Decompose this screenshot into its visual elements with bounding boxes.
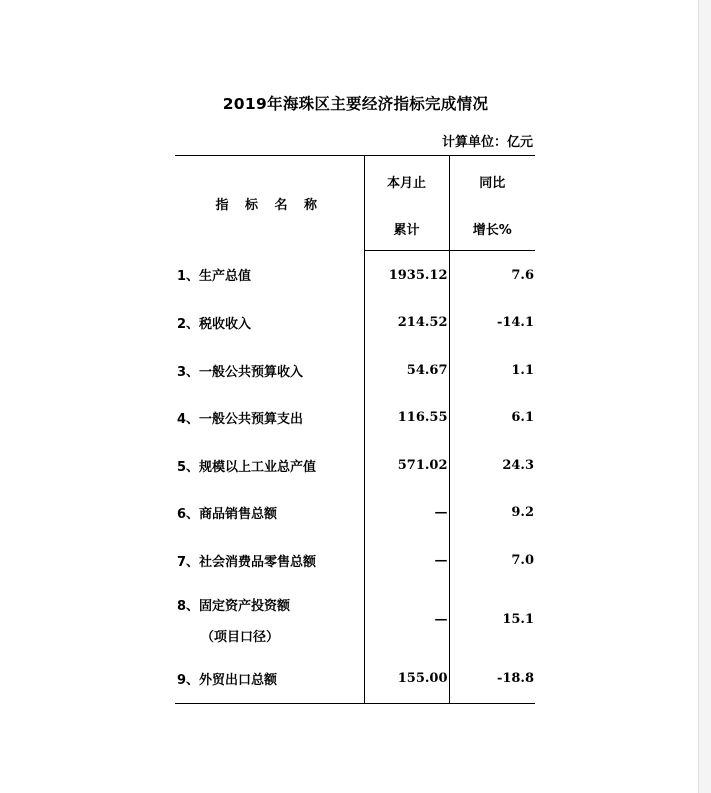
row-growth: 6.1 xyxy=(511,410,534,426)
row-cumulative: — xyxy=(364,537,449,585)
row-name: 6、商品销售总额 xyxy=(175,489,364,537)
row-name: 9、外贸出口总额 xyxy=(175,655,364,703)
indicator-table xyxy=(175,155,535,704)
row-cumulative: — xyxy=(364,489,449,537)
row-growth: 7.0 xyxy=(511,552,534,568)
row-cumulative: 155.00 xyxy=(364,655,449,703)
table-row xyxy=(175,442,535,490)
row-name-qualifier: （项目口径） xyxy=(201,629,280,645)
table-row xyxy=(175,251,535,300)
row-name: 3、一般公共预算收入 xyxy=(175,347,364,395)
row-growth: 1.1 xyxy=(511,362,534,378)
header-growth-line1: 同比 xyxy=(449,156,535,207)
row-cumulative: — xyxy=(364,584,449,655)
row-cumulative: 1935.12 xyxy=(364,251,449,300)
row-growth: 7.6 xyxy=(511,267,534,283)
unit-note: 计算单位：亿元 xyxy=(441,135,533,150)
row-name: 7、社会消费品零售总额 xyxy=(175,537,364,585)
row-cumulative: 571.02 xyxy=(364,442,449,490)
row-growth: 15.1 xyxy=(502,612,534,627)
row-growth: -14.1 xyxy=(496,315,534,331)
table-row xyxy=(175,537,535,585)
header-cumulative-line2: 累计 xyxy=(364,206,449,251)
row-name-cell xyxy=(175,584,364,655)
row-name: 4、一般公共预算支出 xyxy=(175,394,364,442)
table-row xyxy=(175,299,535,347)
table-row xyxy=(175,489,535,537)
row-cumulative: 54.67 xyxy=(364,347,449,395)
table-row xyxy=(175,584,535,655)
header-indicator-name: 指 标 名 称 xyxy=(175,156,364,251)
header-cumulative-line1: 本月止 xyxy=(364,156,449,207)
row-name: 5、规模以上工业总产值 xyxy=(175,442,364,490)
table-row xyxy=(175,347,535,395)
page-edge xyxy=(698,0,711,793)
row-growth: 24.3 xyxy=(502,457,534,473)
row-name: 1、生产总值 xyxy=(175,251,364,300)
row-name: 2、税收收入 xyxy=(175,299,364,347)
header-growth-line2: 增长% xyxy=(449,206,535,251)
table-row xyxy=(175,655,535,703)
row-name: 8、固定资产投资额 xyxy=(177,598,291,614)
row-growth: -18.8 xyxy=(449,655,535,703)
row-growth: 9.2 xyxy=(511,505,534,521)
row-cumulative: 116.55 xyxy=(364,394,449,442)
document-title: 2019年海珠区主要经济指标完成情况 xyxy=(222,95,489,113)
row-cumulative: 214.52 xyxy=(364,299,449,347)
table-row xyxy=(175,394,535,442)
